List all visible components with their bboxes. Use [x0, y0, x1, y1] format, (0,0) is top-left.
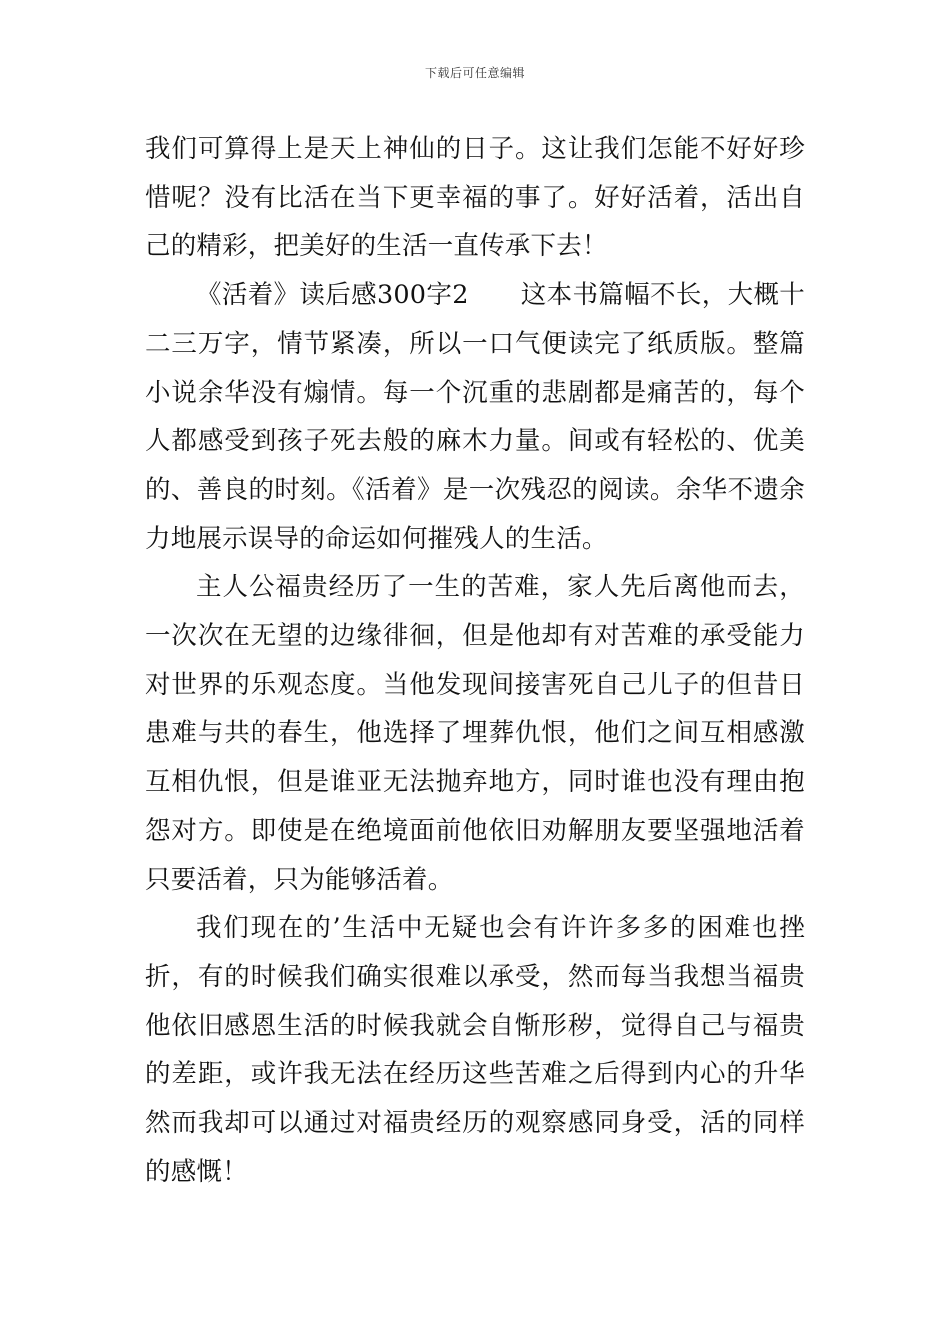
document-body — [145, 125, 805, 1196]
paragraph-2-text: 这本书篇幅不长，大概十二三万字，情节紧凑，所以一口气便读完了纸质版。整篇小说余华没有煽情。每一个沉重的悲剧都是痛苦的，每个人都感受到孩子死去般的麻木力量。间或有轻松的、优美的、善良的时刻。《活着》是一次残忍的阅读。余华不遗余力地展示误导的命运如何摧残人的生活。 — [145, 280, 806, 554]
page-header: 下载后可任意编辑 — [424, 66, 525, 80]
paragraph-4: 我们现在的’生活中无疑也会有许许多多的困难也挫折，有的时候我们确实很难以承受，然而每当我想当福贵他依旧感恩生活的时候我就会自惭形秽，觉得自己与福贵的差距，或许我无法在经历这些苦难之后得到内心的升华然而我却可以通过对福贵经历的观察感同身受，活的同样的感慨！ — [145, 913, 805, 1187]
paragraph-1: 我们可算得上是天上神仙的日子。这让我们怎能不好好珍惜呢？没有比活在当下更幸福的事了。好好活着，活出自己的精彩，把美好的生活一直传承下去！ — [145, 134, 805, 262]
paragraph-2 — [145, 271, 805, 563]
section-title: 《活着》读后感300字2 — [196, 280, 469, 311]
paragraph-3: 主人公福贵经历了一生的苦难，家人先后离他而去，一次次在无望的边缘徘徊，但是他却有对苦难的承受能力对世界的乐观态度。当他发现间接害死自己儿子的但昔日患难与共的春生，他选择了埋葬仇恨，他们之间互相感激互相仇恨，但是谁亚无法抛弃地方，同时谁也没有理由抱怨对方。即使是在绝境面前他依旧劝解朋友要坚强地活着只要活着，只为能够活着。 — [145, 572, 805, 895]
